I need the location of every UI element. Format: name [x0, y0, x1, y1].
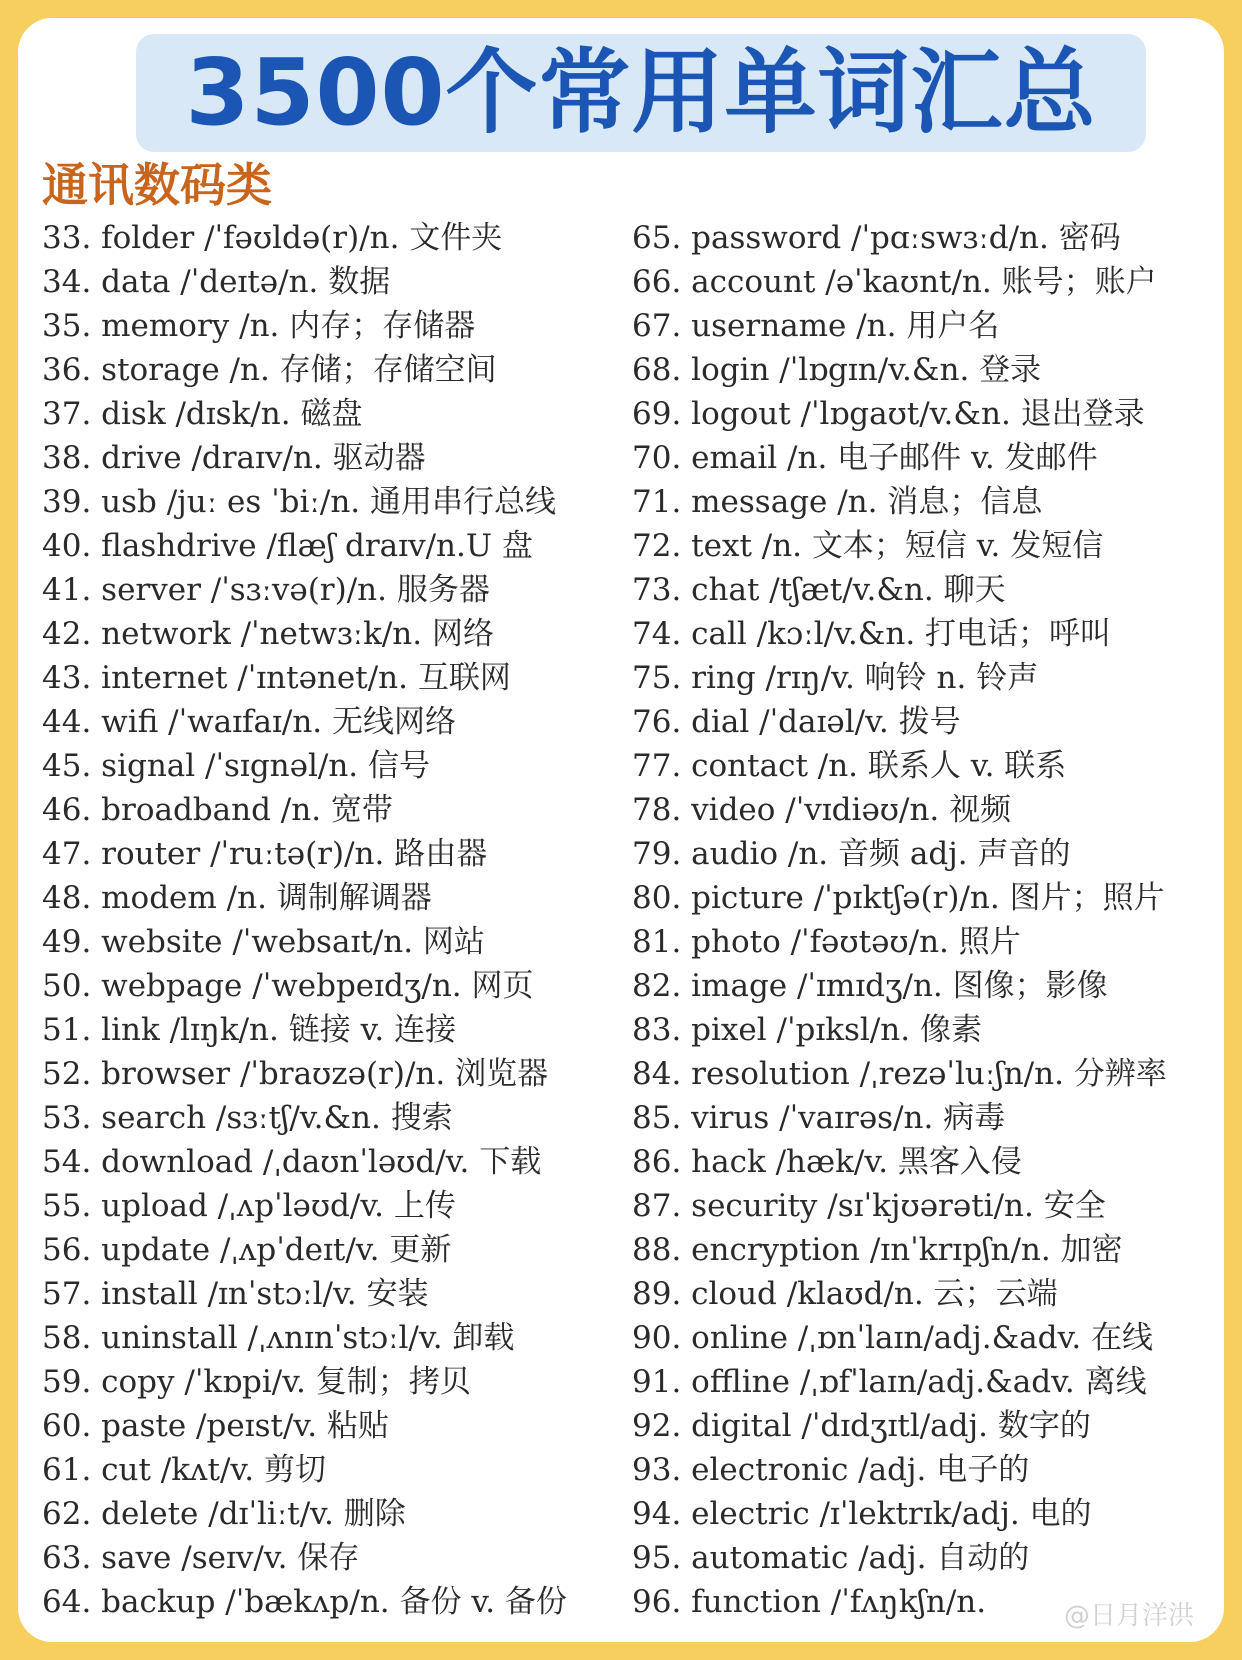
- word-entry: 86. hack /hæk/v. 黑客入侵: [632, 1144, 1022, 1180]
- word-entry: 46. broadband /n. 宽带: [42, 792, 393, 828]
- word-entry: 95. automatic /adj. 自动的: [632, 1540, 1030, 1576]
- word-entry: 83. pixel /ˈpɪksl/n. 像素: [632, 1012, 982, 1048]
- word-entry: 35. memory /n. 内存；存储器: [42, 308, 476, 344]
- word-entry: 77. contact /n. 联系人 v. 联系: [632, 748, 1067, 784]
- category-heading: 通讯数码类: [42, 158, 272, 212]
- word-entry: 63. save /seɪv/v. 保存: [42, 1540, 360, 1576]
- word-entry: 94. electric /ɪˈlektrɪk/adj. 电的: [632, 1496, 1092, 1532]
- word-entry: 65. password /ˈpɑːswɜːd/n. 密码: [632, 220, 1121, 256]
- word-entry: 53. search /sɜːtʃ/v.&n. 搜索: [42, 1100, 453, 1136]
- word-entry: 50. webpage /ˈwebpeɪdʒ/n. 网页: [42, 968, 534, 1004]
- word-entry: 81. photo /ˈfəʊtəʊ/n. 照片: [632, 924, 1021, 960]
- word-entry: 39. usb /juː es ˈbiː/n. 通用串行总线: [42, 484, 556, 520]
- word-entry: 70. email /n. 电子邮件 v. 发邮件: [632, 440, 1098, 476]
- word-entry: 52. browser /ˈbraʊzə(r)/n. 浏览器: [42, 1056, 549, 1092]
- word-entry: 72. text /n. 文本；短信 v. 发短信: [632, 528, 1104, 564]
- word-entry: 34. data /ˈdeɪtə/n. 数据: [42, 264, 391, 300]
- word-entry: 76. dial /ˈdaɪəl/v. 拨号: [632, 704, 961, 740]
- word-entry: 45. signal /ˈsɪgnəl/n. 信号: [42, 748, 431, 784]
- word-entry: 36. storage /n. 存储；存储空间: [42, 352, 497, 388]
- word-entry: 68. login /ˈlɒgɪn/v.&n. 登录: [632, 352, 1042, 388]
- word-entry: 75. ring /rɪŋ/v. 响铃 n. 铃声: [632, 660, 1039, 696]
- word-entry: 87. security /sɪˈkjʊərəti/n. 安全: [632, 1188, 1106, 1224]
- word-entry: 79. audio /n. 音频 adj. 声音的: [632, 836, 1071, 872]
- word-entry: 38. drive /draɪv/n. 驱动器: [42, 440, 426, 476]
- word-entry: 49. website /ˈwebsaɪt/n. 网站: [42, 924, 485, 960]
- word-entry: 48. modem /n. 调制解调器: [42, 880, 432, 916]
- word-entry: 43. internet /ˈɪntənet/n. 互联网: [42, 660, 511, 696]
- word-entry: 71. message /n. 消息；信息: [632, 484, 1043, 520]
- word-entry: 82. image /ˈɪmɪdʒ/n. 图像；影像: [632, 968, 1108, 1004]
- word-entry: 84. resolution /ˌrezəˈluːʃn/n. 分辨率: [632, 1056, 1167, 1092]
- word-entry: 61. cut /kʌt/v. 剪切: [42, 1452, 326, 1488]
- word-entry: 91. offline /ˌɒfˈlaɪn/adj.&adv. 离线: [632, 1364, 1147, 1400]
- word-entry: 88. encryption /ɪnˈkrɪpʃn/n. 加密: [632, 1232, 1123, 1268]
- word-entry: 78. video /ˈvɪdiəʊ/n. 视频: [632, 792, 1012, 828]
- word-entry: 74. call /kɔːl/v.&n. 打电话；呼叫: [632, 616, 1112, 652]
- word-entry: 64. backup /ˈbækʌp/n. 备份 v. 备份: [42, 1584, 567, 1620]
- word-entry: 92. digital /ˈdɪdʒɪtl/adj. 数字的: [632, 1408, 1091, 1444]
- word-entry: 55. upload /ˌʌpˈləʊd/v. 上传: [42, 1188, 456, 1224]
- word-list-card: [18, 18, 1224, 1642]
- word-entry: 90. online /ˌɒnˈlaɪn/adj.&adv. 在线: [632, 1320, 1154, 1356]
- word-entry: 37. disk /dɪsk/n. 磁盘: [42, 396, 363, 432]
- word-entry: 54. download /ˌdaʊnˈləʊd/v. 下载: [42, 1144, 542, 1180]
- word-entry: 67. username /n. 用户名: [632, 308, 1000, 344]
- word-entry: 66. account /əˈkaʊnt/n. 账号；账户: [632, 264, 1157, 300]
- word-entry: 33. folder /ˈfəʊldə(r)/n. 文件夹: [42, 220, 503, 256]
- word-entry: 69. logout /ˈlɒgaʊt/v.&n. 退出登录: [632, 396, 1145, 432]
- word-entry: 47. router /ˈruːtə(r)/n. 路由器: [42, 836, 488, 872]
- page-title: 3500个常用单词汇总: [185, 39, 1097, 146]
- word-entry: 80. picture /ˈpɪktʃə(r)/n. 图片；照片: [632, 880, 1165, 916]
- word-entry: 44. wifi /ˈwaɪfaɪ/n. 无线网络: [42, 704, 457, 740]
- word-entry: 40. flashdrive /flæʃ draɪv/n.U 盘: [42, 528, 533, 564]
- left-word-column: [42, 216, 602, 1624]
- word-entry: 57. install /ɪnˈstɔːl/v. 安装: [42, 1276, 429, 1312]
- word-entry: 96. function /ˈfʌŋkʃn/n.: [632, 1584, 987, 1620]
- word-entry: 51. link /lɪŋk/n. 链接 v. 连接: [42, 1012, 457, 1048]
- word-entry: 41. server /ˈsɜːvə(r)/n. 服务器: [42, 572, 490, 608]
- watermark: @日月洋洪: [1063, 1601, 1194, 1631]
- word-entry: 62. delete /dɪˈliːt/v. 删除: [42, 1496, 406, 1532]
- right-word-column: [632, 216, 1222, 1624]
- word-entry: 93. electronic /adj. 电子的: [632, 1452, 1030, 1488]
- word-entry: 59. copy /ˈkɒpi/v. 复制；拷贝: [42, 1364, 471, 1400]
- word-entry: 89. cloud /klaʊd/n. 云；云端: [632, 1276, 1058, 1312]
- word-entry: 42. network /ˈnetwɜːk/n. 网络: [42, 616, 494, 652]
- word-entry: 85. virus /ˈvaɪrəs/n. 病毒: [632, 1100, 1006, 1136]
- word-entry: 73. chat /tʃæt/v.&n. 聊天: [632, 572, 1006, 608]
- word-entry: 56. update /ˌʌpˈdeɪt/v. 更新: [42, 1232, 452, 1268]
- word-entry: 60. paste /peɪst/v. 粘贴: [42, 1408, 389, 1444]
- word-entry: 58. uninstall /ˌʌnɪnˈstɔːl/v. 卸载: [42, 1320, 515, 1356]
